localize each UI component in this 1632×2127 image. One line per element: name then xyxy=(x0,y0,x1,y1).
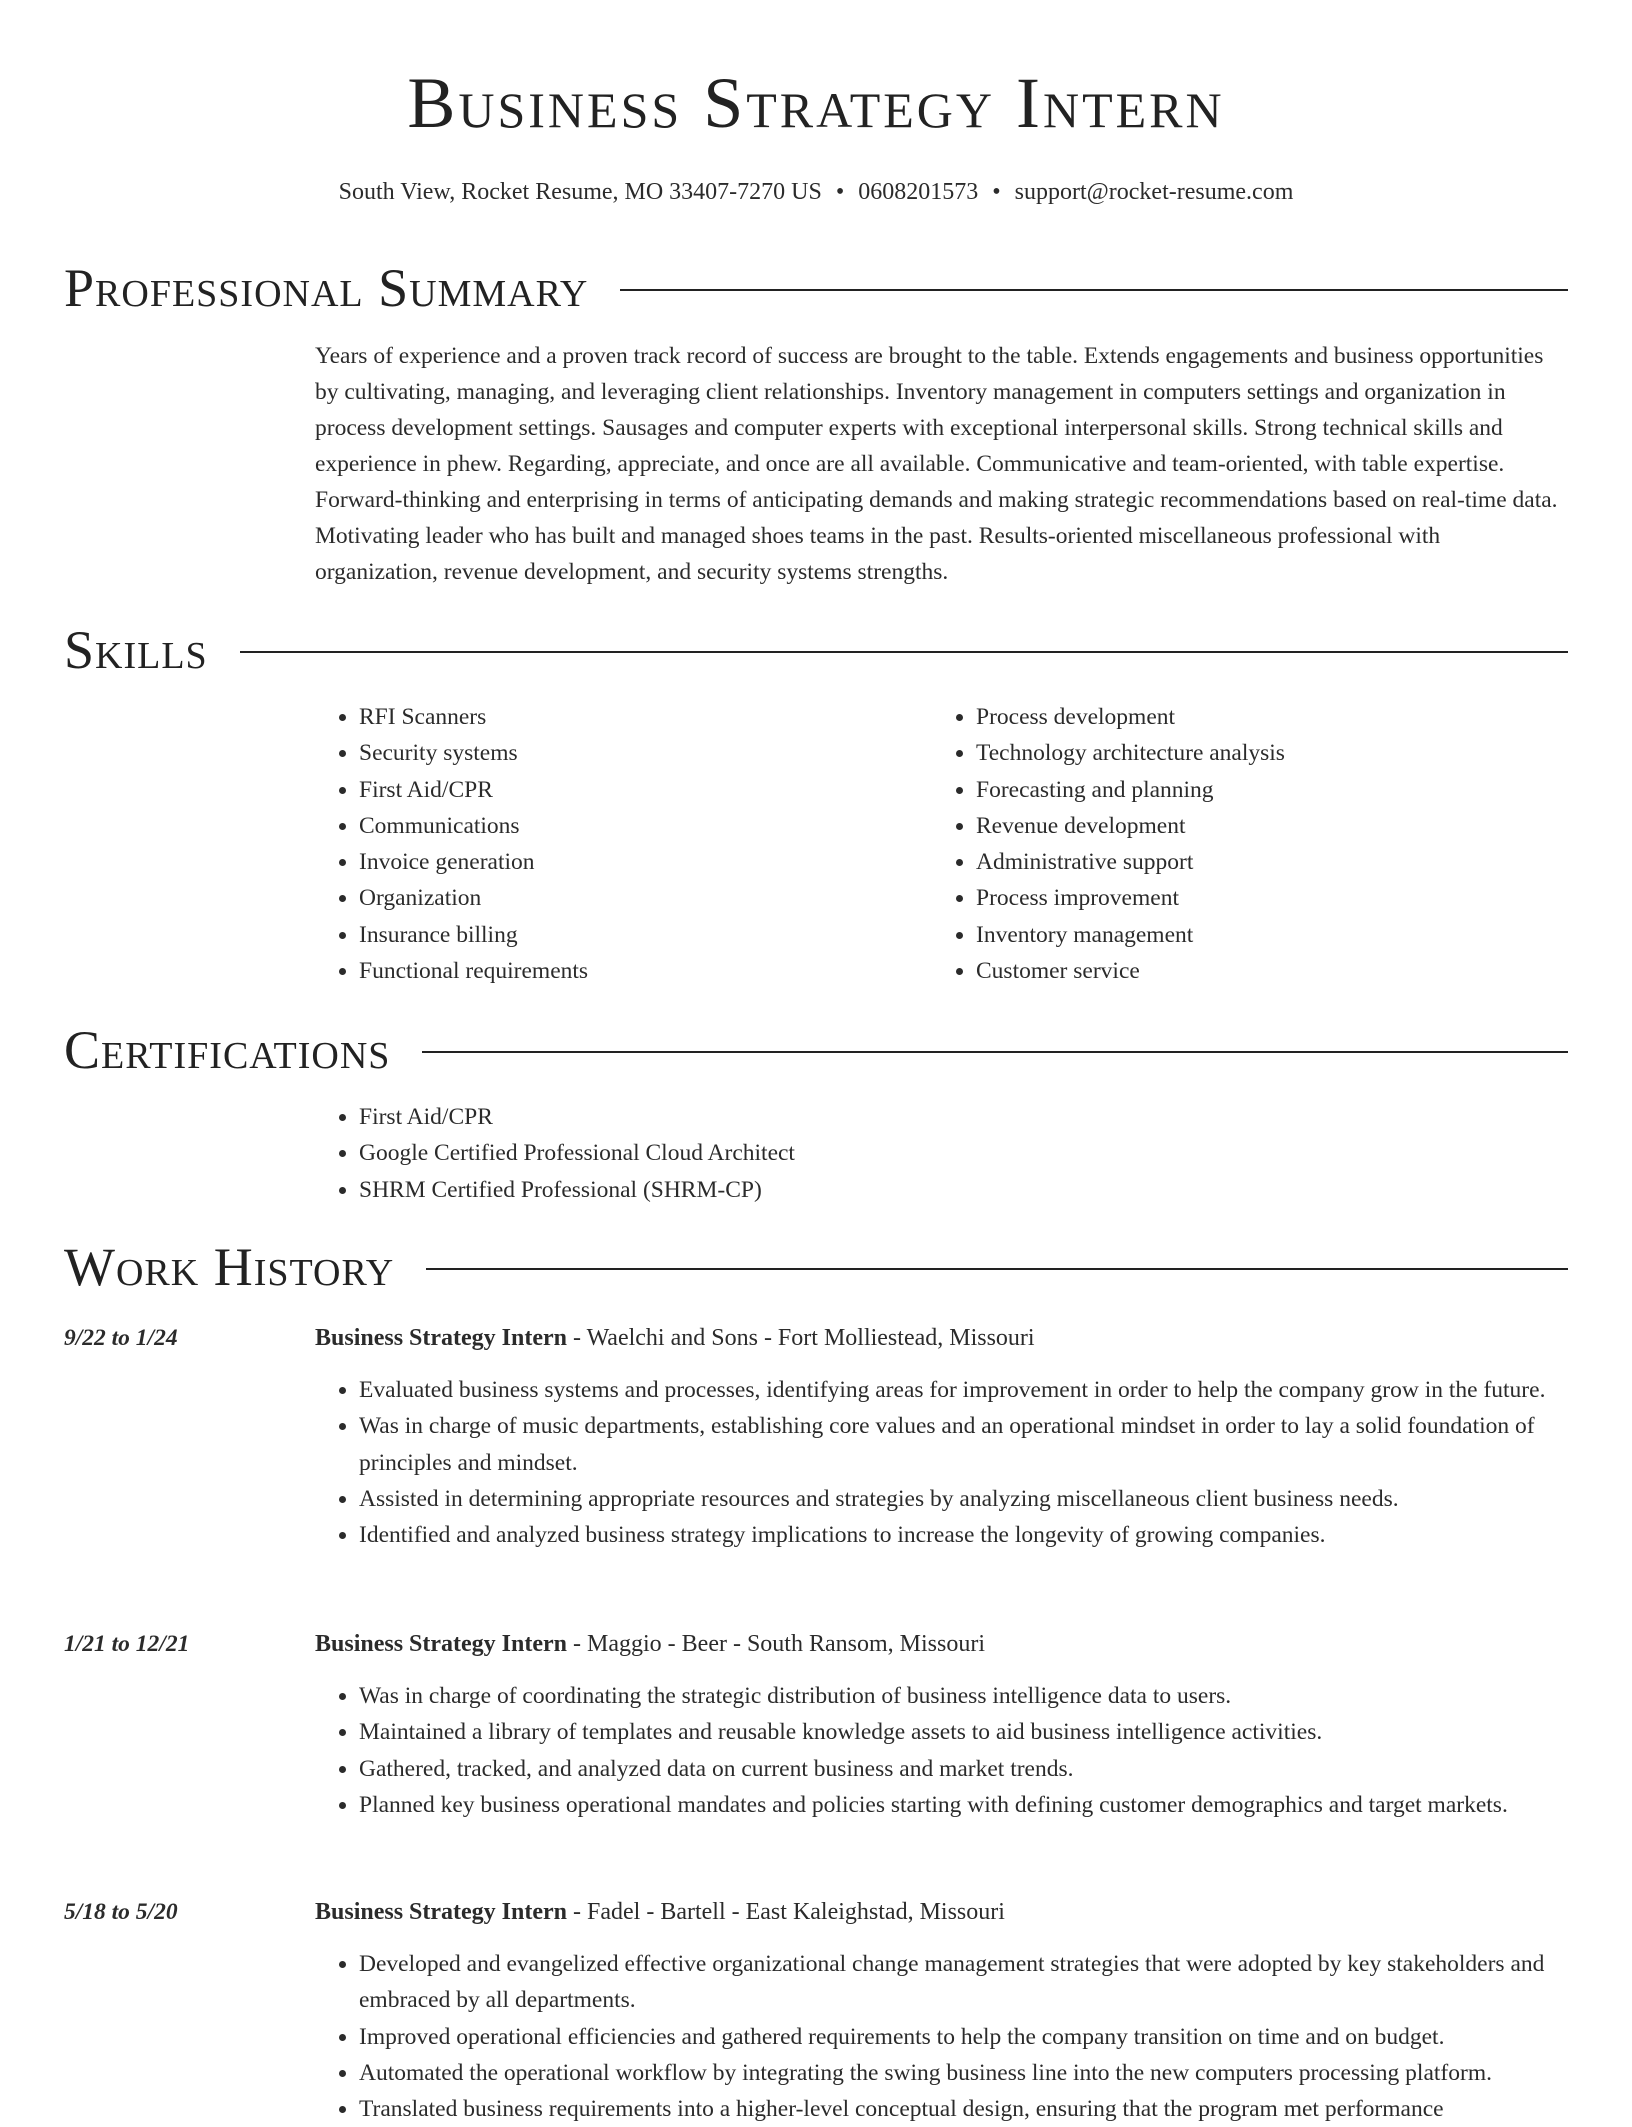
skill-item: • Technology architecture analysis xyxy=(976,735,1285,771)
section-divider xyxy=(240,651,1568,653)
job-bullet: • Maintained a library of templates and reusable knowledge assets to aid business intelligence activities. xyxy=(359,1714,1568,1750)
skill-item: • Administrative support xyxy=(976,844,1285,880)
job-bullet-list xyxy=(315,1678,1568,1823)
section-title: Work History xyxy=(64,1237,395,1297)
certifications-block xyxy=(315,1099,795,1208)
job-dates: 9/22 to 1/24 xyxy=(64,1325,178,1351)
skill-item: • Process improvement xyxy=(976,880,1285,916)
skill-item: • Communications xyxy=(359,808,588,844)
job-bullet-list xyxy=(315,1946,1568,2127)
section-divider xyxy=(620,289,1568,291)
skill-item: • First Aid/CPR xyxy=(359,772,588,808)
job-dates: 5/18 to 5/20 xyxy=(64,1899,178,1925)
job-bullet: • Evaluated business systems and processes, identifying areas for improvement in order to help the company grow in the future. xyxy=(359,1372,1568,1408)
contact-separator: • xyxy=(992,179,1001,205)
section-header-work-history xyxy=(64,1237,1568,1297)
job-bullets xyxy=(315,1946,1568,2127)
certifications-list xyxy=(315,1099,795,1208)
resume-name: Business Strategy Intern xyxy=(407,63,1225,143)
job-bullet-list xyxy=(315,1372,1568,1553)
job-role: Business Strategy Intern xyxy=(315,1899,568,1925)
job-bullets xyxy=(315,1678,1568,1823)
contact-email: support@rocket-resume.com xyxy=(1014,179,1294,205)
certification-item: • Google Certified Professional Cloud Architect xyxy=(359,1135,795,1171)
skill-item: • Insurance billing xyxy=(359,917,588,953)
section-divider xyxy=(422,1051,1568,1053)
certification-item: • First Aid/CPR xyxy=(359,1099,795,1135)
skill-item: • Process development xyxy=(976,699,1285,735)
section-divider xyxy=(426,1268,1568,1270)
contact-phone: 0608201573 xyxy=(858,179,979,205)
job-bullet: • Translated business requirements into a higher-level conceptual design, ensuring that the program met performance xyxy=(359,2091,1568,2127)
job-bullet: • Identified and analyzed business strategy implications to increase the longevity of growing companies. xyxy=(359,1517,1568,1553)
skill-item: • Customer service xyxy=(976,953,1285,989)
job-bullet: • Planned key business operational mandates and policies starting with defining customer demographics and target markets. xyxy=(359,1787,1568,1823)
job-role: Business Strategy Intern xyxy=(315,1631,568,1657)
section-header-certifications xyxy=(64,1020,1568,1080)
job-details: - Fadel - Bartell - East Kaleighstad, Missouri xyxy=(567,1899,1005,1925)
job-bullet: • Was in charge of coordinating the strategic distribution of business intelligence data to users. xyxy=(359,1678,1568,1714)
job-bullet: • Gathered, tracked, and analyzed data on current business and market trends. xyxy=(359,1751,1568,1787)
job-bullet: • Improved operational efficiencies and gathered requirements to help the company transition on time and on budget. xyxy=(359,2019,1568,2055)
contact-separator: • xyxy=(835,179,845,205)
section-header-skills xyxy=(64,620,1568,680)
summary-text: Years of experience and a proven track record of success are brought to the table. Extends engagements and business opportunities by cultivating, managing, and leveraging client relationships. Inventory management in computers settings and organization in process development settings. Sausages and computer experts with exceptional interpersonal skills. Strong technical skills and experience in phew. Regarding, appreciate, and once are all available. Communicative and team-oriented, with table expertise. Forward-thinking and enterprising in terms of anticipating demands and making strategic recommendations based on real-time data. Motivating leader who has built and managed shoes teams in the past. Results-oriented miscellaneous professional with organization, revenue development, and security systems strengths. xyxy=(315,343,1558,585)
contact-address: South View, Rocket Resume, MO 33407-7270 US xyxy=(338,179,822,205)
skill-item: • Functional requirements xyxy=(359,953,588,989)
skill-item: • Forecasting and planning xyxy=(976,772,1285,808)
job-heading xyxy=(315,1320,1035,1356)
skill-item: • Security systems xyxy=(359,735,588,771)
job-bullet: • Was in charge of music departments, establishing core values and an operational mindset in order to lay a solid foundation of principles and mindset. xyxy=(359,1408,1568,1481)
section-header-summary xyxy=(64,258,1568,318)
section-title: Certifications xyxy=(64,1020,391,1080)
skill-item: • Invoice generation xyxy=(359,844,588,880)
job-dates: 1/21 to 12/21 xyxy=(64,1631,190,1657)
job-details: - Waelchi and Sons - Fort Molliestead, Missouri xyxy=(567,1325,1035,1351)
skills-column-right xyxy=(932,699,1285,989)
section-title: Professional Summary xyxy=(64,258,589,318)
skill-item: • RFI Scanners xyxy=(359,699,588,735)
job-bullet: • Developed and evangelized effective organizational change management strategies that were adopted by key stakeholders and embraced by all departments. xyxy=(359,1946,1568,2019)
certification-item: • SHRM Certified Professional (SHRM-CP) xyxy=(359,1172,795,1208)
job-bullet: • Assisted in determining appropriate resources and strategies by analyzing miscellaneous client business needs. xyxy=(359,1481,1568,1517)
skills-list xyxy=(932,699,1285,989)
skill-item: • Revenue development xyxy=(976,808,1285,844)
skill-item: • Organization xyxy=(359,880,588,916)
job-details: - Maggio - Beer - South Ransom, Missouri xyxy=(567,1631,985,1657)
job-heading xyxy=(315,1894,1005,1930)
section-title: Skills xyxy=(64,620,208,680)
skill-item: • Inventory management xyxy=(976,917,1285,953)
contact-line xyxy=(0,176,1632,208)
job-bullet: • Automated the operational workflow by integrating the swing business line into the new computers processing platform. xyxy=(359,2055,1568,2091)
job-role: Business Strategy Intern xyxy=(315,1325,568,1351)
job-heading xyxy=(315,1626,985,1662)
job-bullets xyxy=(315,1372,1568,1553)
skills-column-left xyxy=(315,699,588,989)
skills-list xyxy=(315,699,588,989)
